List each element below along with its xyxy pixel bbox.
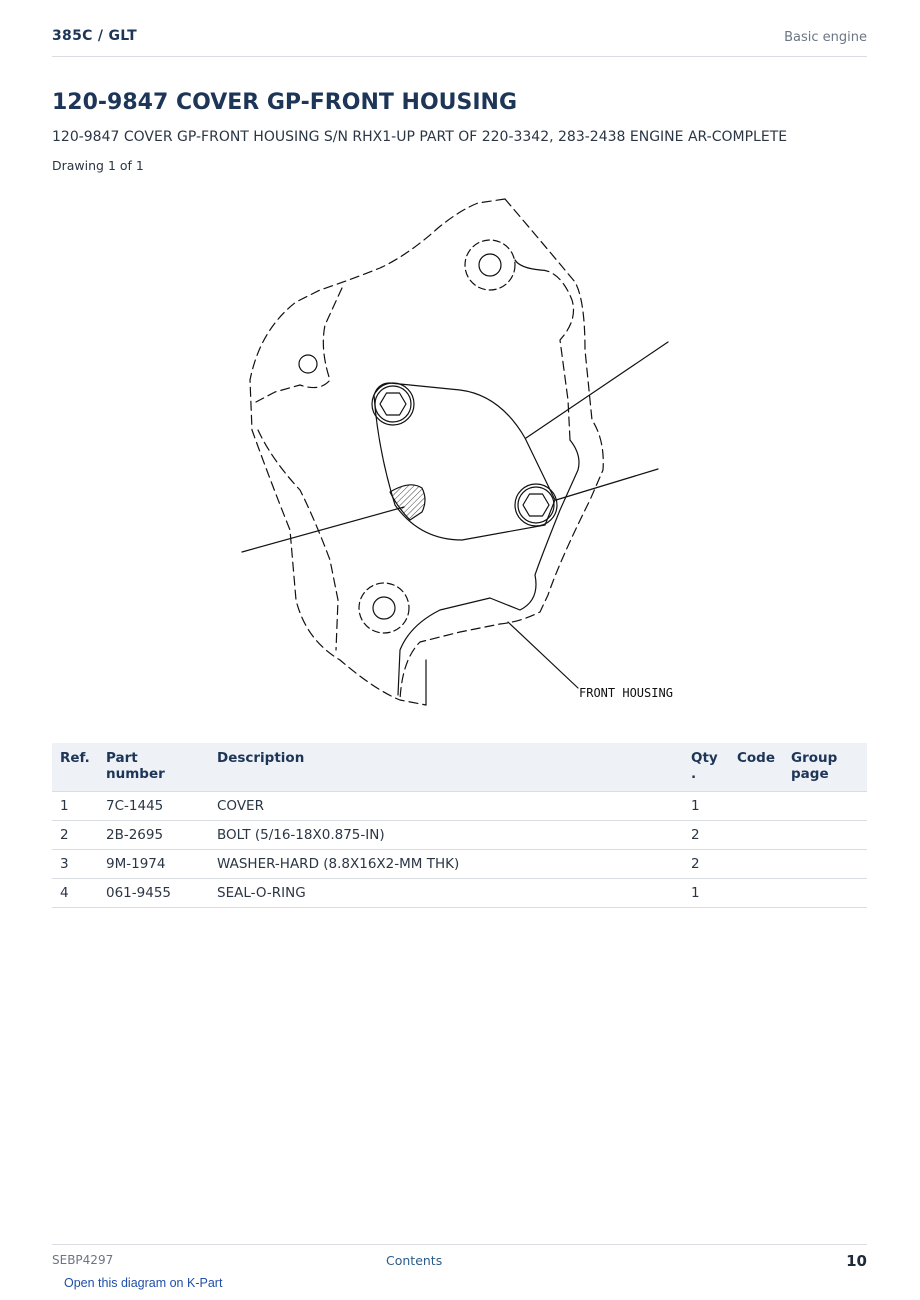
housing-inner-lines bbox=[398, 260, 579, 705]
cell-code bbox=[729, 792, 783, 821]
col-code: Code bbox=[729, 743, 783, 792]
cell-group-page bbox=[783, 792, 867, 821]
front-housing-label: FRONT HOUSING bbox=[579, 686, 673, 700]
table-row bbox=[52, 879, 867, 908]
document-id: SEBP4297 bbox=[52, 1253, 114, 1267]
cell-code bbox=[729, 879, 783, 908]
table-header-row bbox=[52, 743, 867, 792]
cell-ref: 1 bbox=[52, 792, 98, 821]
table-row bbox=[52, 821, 867, 850]
cell-part-number: 2B-2695 bbox=[98, 821, 209, 850]
page-header bbox=[52, 28, 867, 57]
housing-hole-top-right bbox=[465, 240, 515, 290]
leader-lines bbox=[242, 342, 668, 688]
cell-qty: 2 bbox=[683, 850, 729, 879]
cell-code bbox=[729, 850, 783, 879]
cell-description: SEAL-O-RING bbox=[209, 879, 683, 908]
o-ring-seal bbox=[390, 485, 425, 520]
col-qty: Qty . bbox=[683, 743, 729, 792]
cell-qty: 1 bbox=[683, 792, 729, 821]
cell-ref: 4 bbox=[52, 879, 98, 908]
page-number: 10 bbox=[846, 1252, 867, 1270]
page-title: 120-9847 COVER GP-FRONT HOUSING bbox=[52, 90, 518, 115]
cell-group-page bbox=[783, 821, 867, 850]
contents-link[interactable]: Contents bbox=[386, 1253, 443, 1268]
cell-code bbox=[729, 821, 783, 850]
bolt-lower bbox=[515, 484, 557, 526]
cell-group-page bbox=[783, 850, 867, 879]
housing-outline bbox=[250, 199, 603, 705]
bolt-upper bbox=[372, 383, 414, 425]
col-description: Description bbox=[209, 743, 683, 792]
model-breadcrumb: 385C / GLT bbox=[52, 28, 138, 44]
col-part-number: Part number bbox=[98, 743, 209, 792]
cover-plate bbox=[374, 383, 555, 540]
table-row bbox=[52, 792, 867, 821]
cell-part-number: 061-9455 bbox=[98, 879, 209, 908]
cell-description: BOLT (5/16-18X0.875-IN) bbox=[209, 821, 683, 850]
cell-ref: 2 bbox=[52, 821, 98, 850]
drawing-count: Drawing 1 of 1 bbox=[52, 158, 144, 173]
parts-diagram bbox=[230, 190, 690, 715]
table-row bbox=[52, 850, 867, 879]
cell-group-page bbox=[783, 879, 867, 908]
cell-description: WASHER-HARD (8.8X16X2-MM THK) bbox=[209, 850, 683, 879]
cell-description: COVER bbox=[209, 792, 683, 821]
col-group-page: Group page bbox=[783, 743, 867, 792]
housing-hole-left bbox=[299, 355, 317, 373]
housing-hole-bottom-left bbox=[359, 583, 409, 633]
cell-qty: 1 bbox=[683, 879, 729, 908]
cell-part-number: 7C-1445 bbox=[98, 792, 209, 821]
page-footer bbox=[52, 1244, 867, 1275]
col-ref: Ref. bbox=[52, 743, 98, 792]
cell-part-number: 9M-1974 bbox=[98, 850, 209, 879]
section-label: Basic engine bbox=[784, 30, 867, 45]
cell-ref: 3 bbox=[52, 850, 98, 879]
parts-table bbox=[52, 743, 867, 908]
cell-qty: 2 bbox=[683, 821, 729, 850]
open-kpart-link[interactable]: Open this diagram on K-Part bbox=[64, 1276, 223, 1290]
page-subtitle: 120-9847 COVER GP-FRONT HOUSING S/N RHX1-UP PART OF 220-3342, 283-2438 ENGINE AR-COMPLETE bbox=[52, 129, 788, 145]
